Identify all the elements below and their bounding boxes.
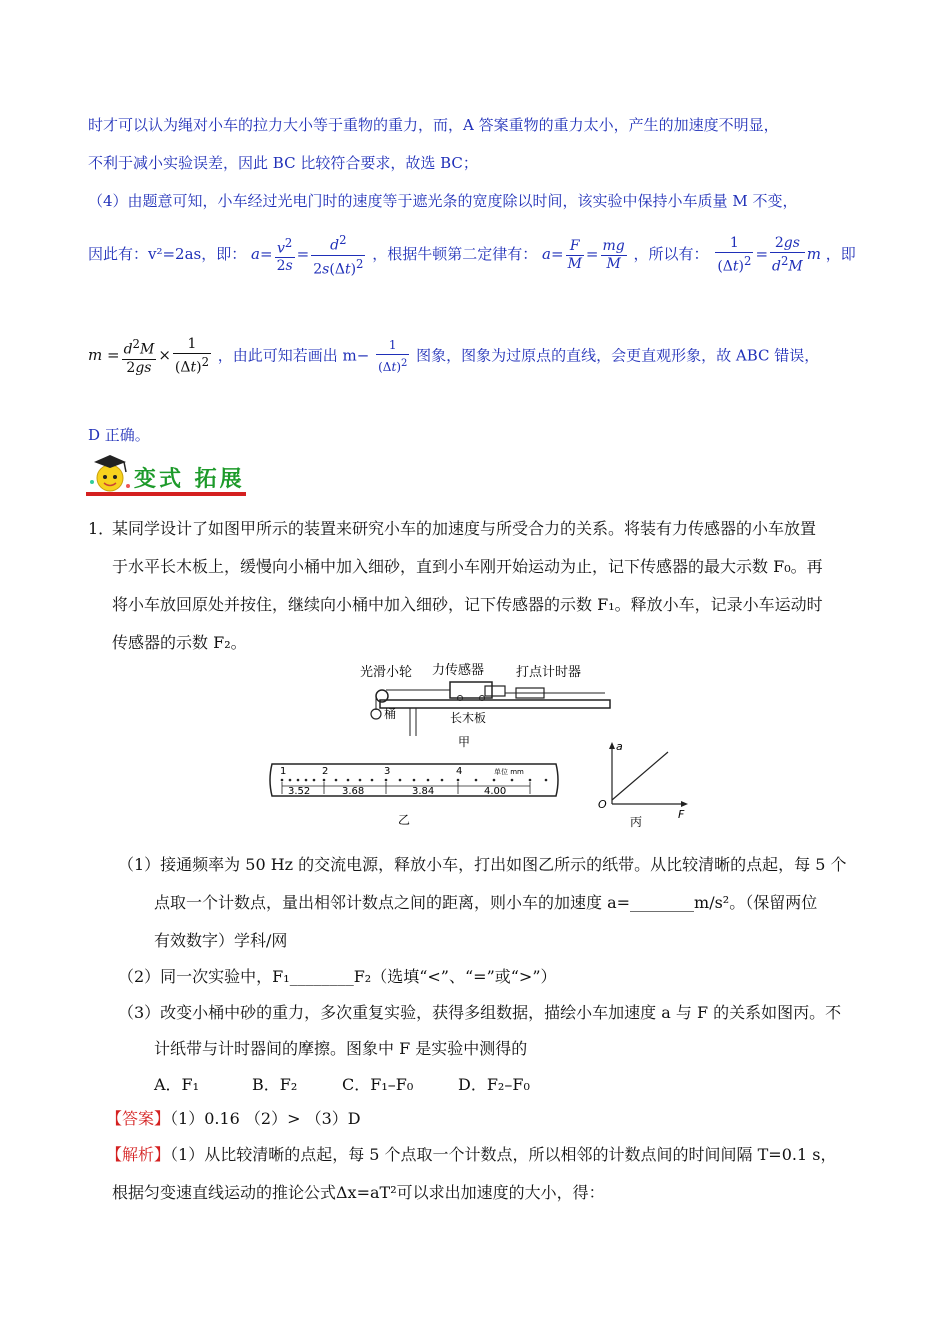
tape-unit: 单位 mm (494, 768, 524, 776)
solution-line-4 (88, 232, 856, 278)
solution-line-4-mid2: ，所以有： (633, 245, 709, 264)
tape-mark-3: 3 (384, 766, 391, 777)
tape-value-4: 4.00 (484, 786, 507, 797)
caption-yi: 乙 (398, 813, 411, 827)
tape-mark-2: 2 (322, 766, 329, 777)
formula-a-v2: a= $\frac{v^2}{2s}$ = $\frac{d^2}{2s(\Delta t)^2}$ (251, 233, 364, 278)
question-3-line-1: （3）改变小桶中砂的重力，多次重复实验，获得多组数据，描绘小车加速度 a 与 F 的关系如图丙。不 (118, 1003, 842, 1022)
answer-label: 【答案】 (106, 1109, 171, 1128)
problem-number: 1． (88, 519, 115, 538)
solution-line-5-suffix: ，由此可知若画出 m− (217, 346, 370, 365)
label-bucket: 桶 (384, 707, 397, 721)
a-f-graph (590, 738, 700, 830)
option-b: B．F₂ (252, 1075, 298, 1094)
label-timer: 打点计时器 (516, 665, 582, 680)
solution-line-4-mid: ，根据牛顿第二定律有： (372, 245, 538, 264)
solution-line-2: 不利于减小实验误差，因此 BC 比较符合要求，故选 BC； (88, 154, 478, 172)
analysis-line-1 (106, 1142, 836, 1165)
sensor (485, 686, 505, 696)
variant-banner (86, 452, 246, 498)
answer-line (106, 1106, 361, 1129)
question-2: （2）同一次实验中，F₁________F₂（选填“<”、“=”或“>”） (118, 967, 557, 986)
question-1-line-3: 有效数字）学科/网 (154, 931, 288, 950)
banner-title: 变式 拓展 (134, 466, 245, 492)
tape-value-2: 3.68 (342, 786, 365, 797)
option-c: C．F₁–F₀ (342, 1075, 414, 1094)
solution-line-5 (88, 336, 819, 377)
problem-line-3: 将小车放回原处并按住，继续向小桶中加入细砂，记下传感器的示数 F₁。释放小车，记录小车运动时 (112, 595, 823, 614)
long-board (380, 700, 610, 708)
formula-inv-small: $\frac{1}{(\Delta t)^2}$ (378, 337, 408, 374)
tape-value-3: 3.84 (412, 786, 435, 797)
axis-label-f: F (678, 808, 685, 821)
answer-text: （1）0.16 （2）> （3）D (170, 1109, 361, 1128)
formula-newton: a= $\frac{F}{M}$ = $\frac{mg}{M}$ (542, 237, 625, 272)
formula-m: m = $\frac{d^2M}{2gs}$ × $\frac{1}{(\Delta t)^2}$ (88, 336, 209, 376)
problem-line-2: 于水平长木板上，缓慢向小桶中加入细砂，直到小车刚开始运动为止，记下传感器的最大示数 F₀。再 (112, 557, 823, 576)
question-3-line-2: 计纸带与计时器间的摩擦。图象中 F 是实验中测得的 (154, 1039, 528, 1058)
question-1-line-2: 点取一个计数点，量出相邻计数点之间的距离，则小车的加速度 a=________m/s²。（保留两位 (154, 893, 818, 912)
apparatus-diagram (340, 660, 620, 750)
formula-inverse: $\frac{1}{(\Delta t)^2}$ = $\frac{2gs}{d^2M}$ m (717, 234, 821, 275)
paper-tape-diagram (264, 760, 564, 830)
solution-line-5-suffix2: 图象，图象为过原点的直线，会更直观形象，故 ABC 错误， (416, 346, 820, 365)
option-d: D．F₂–F₀ (458, 1075, 530, 1094)
bucket (371, 709, 381, 719)
analysis-line-2: 根据匀变速直线运动的推论公式Δx=aT²可以求出加速度的大小，得： (112, 1183, 605, 1202)
solution-line-1: 时才可以认为绳对小车的拉力大小等于重物的重力，而，A 答案重物的重力太小，产生的加速度不明显， (88, 116, 779, 134)
tape-value-1: 3.52 (288, 786, 311, 797)
caption-jia: 甲 (458, 735, 471, 749)
option-a: A．F₁ (154, 1075, 200, 1094)
tape-mark-1: 1 (280, 766, 287, 777)
solution-line-4-prefix: 因此有：v²=2as，即： (88, 245, 247, 264)
analysis-label: 【解析】 (106, 1145, 171, 1164)
label-pulley: 光滑小轮 (360, 665, 413, 680)
caption-bing: 丙 (630, 815, 643, 829)
solution-line-6: D 正确。 (88, 426, 150, 444)
origin-label: O (598, 798, 607, 811)
problem-line-4: 传感器的示数 F₂。 (112, 633, 247, 652)
label-force-sensor: 力传感器 (432, 663, 485, 678)
label-board: 长木板 (450, 711, 487, 725)
analysis-text-1: （1）从比较清晰的点起，每 5 个点取一个计数点，所以相邻的计数点间的时间间隔 T=0.1 s， (170, 1145, 837, 1164)
banner-underline (86, 492, 246, 496)
solution-line-3: （4）由题意可知，小车经过光电门时的速度等于遮光条的宽度除以时间，该实验中保持小车质量 M 不变， (88, 192, 798, 210)
tape-mark-4: 4 (456, 766, 463, 777)
graph-line (612, 752, 668, 800)
question-1-line-1: （1）接通频率为 50 Hz 的交流电源，释放小车，打出如图乙所示的纸带。从比较清晰的点起，每 5 个 (118, 855, 847, 874)
solution-line-4-suffix: ，即 (825, 245, 856, 264)
axis-label-a: a (616, 740, 623, 753)
problem-line-1: 某同学设计了如图甲所示的装置来研究小车的加速度与所受合力的关系。将装有力传感器的小车放置 (112, 519, 817, 538)
